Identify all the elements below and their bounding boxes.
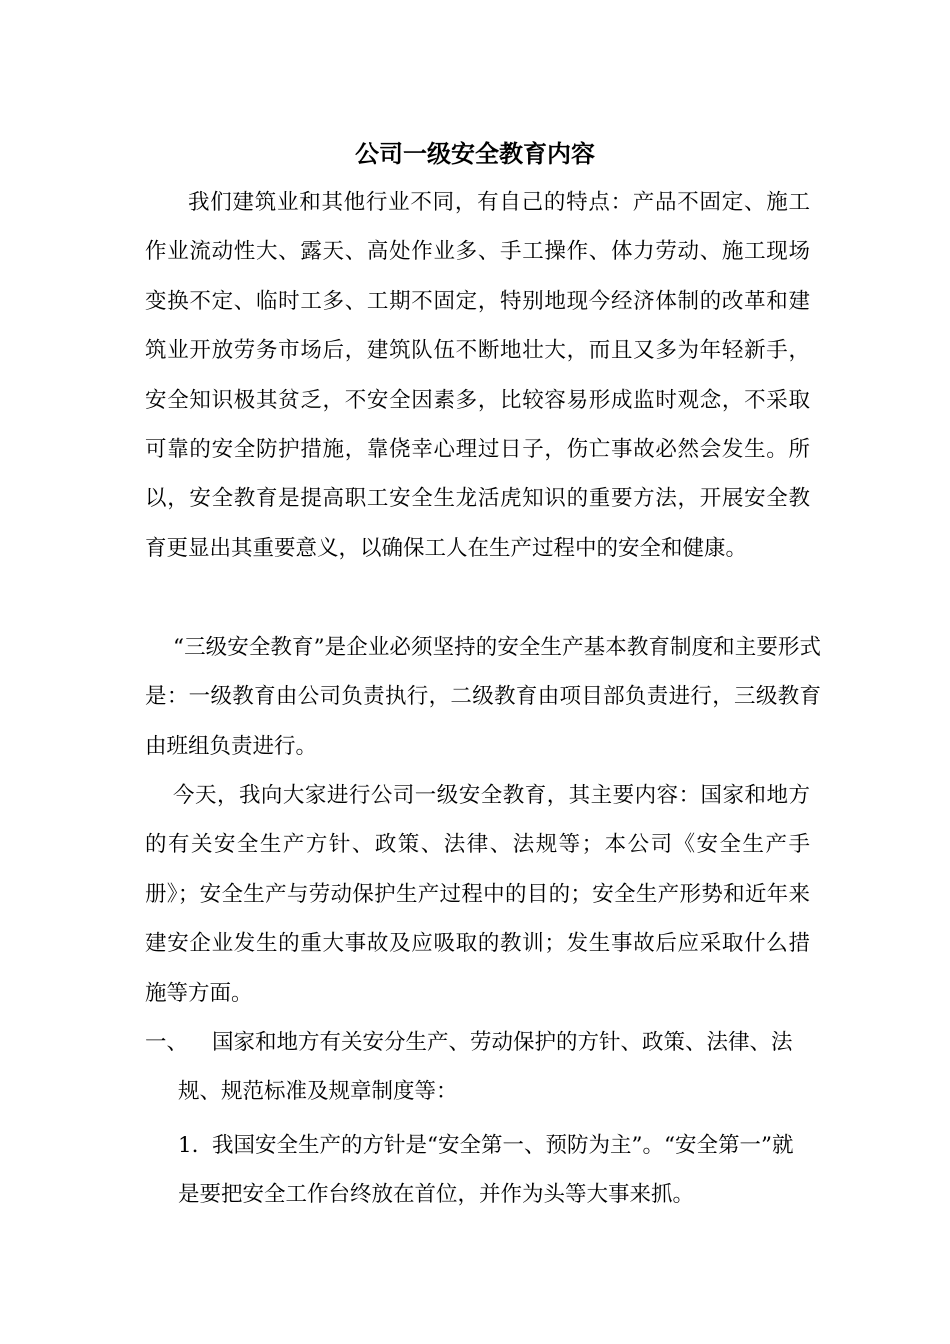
paragraph-three-level-education: “三级安全教育”是企业必须坚持的安全生产基本教育制度和主要形式是：一级教育由公司负责执行，二级教育由项目部负责进行，三级教育由班组负责进行。 xyxy=(145,635,821,759)
paragraph-today-content: 今天，我向大家进行公司一级安全教育，其主要内容：国家和地方的有关安全生产方针、政策、法律、法规等；本公司《安全生产手册》；安全生产与劳动保护生产过程中的目的；安全生产形势和近年来建安企业发生的重大事故及应吸取的教训；发生事故后应采取什么措施等方面。 xyxy=(145,783,810,1006)
section-heading: 国家和地方有关安分生产、劳动保护的方针、政策、法律、法规、规范标准及规章制度等： xyxy=(178,1030,793,1105)
list-item: 我国安全生产的方针是“安全第一、预防为主”。“安全第一”就是要把安全工作台终放在首位，并作为头等大事来抓。 xyxy=(178,1133,794,1208)
paragraph-intro: 我们建筑业和其他行业不同，有自己的特点：产品不固定、施工作业流动性大、露天、高处作业多、手工操作、体力劳动、施工现场变换不定、临时工多、工期不固定，特别地现今经济体制的改革和建筑业开放劳务市场后，建筑队伍不断地壮大，而且又多为年轻新手，安全知识极其贫乏，不安全因素多，比较容易形成监时观念，不采取可靠的安全防护措施，靠侥幸心理过日子，伤亡事故必然会发生。所以，安全教育是提高职工安全生龙活虎知识的重要方法，开展安全教育更显出其重要意义，以确保工人在生产过程中的安全和健康。 xyxy=(145,190,810,561)
section-marker: 一、 xyxy=(145,1030,189,1055)
document-title: 公司一级安全教育内容 xyxy=(355,139,595,168)
list-item-marker: 1. xyxy=(178,1133,199,1158)
